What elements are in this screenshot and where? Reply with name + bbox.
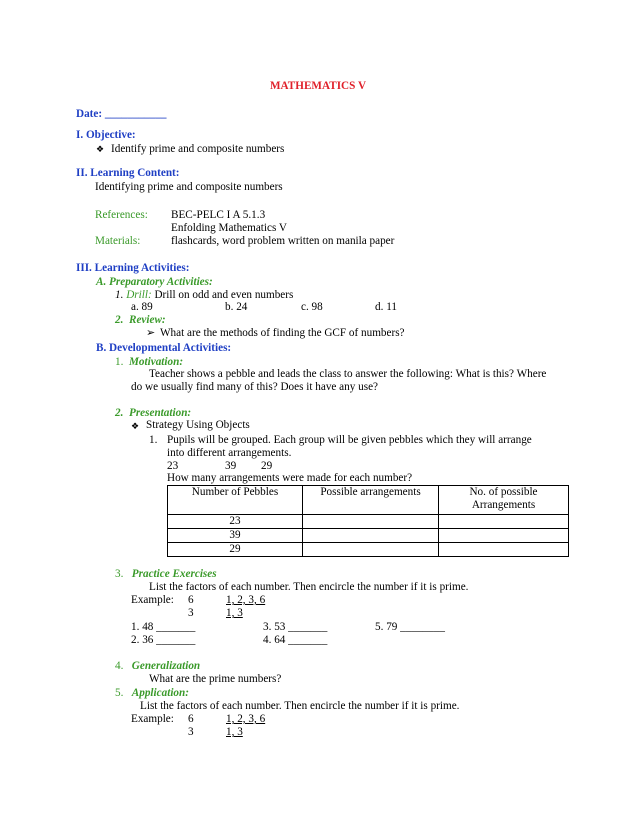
motivation-line-1: Teacher shows a pebble and leads the class to answer the following: What is this? Where <box>149 368 547 380</box>
reference-1: BEC-PELC I A 5.1.3 <box>171 209 266 221</box>
activities-heading: III. Learning Activities: <box>76 262 190 274</box>
reference-2: Enfolding Mathematics V <box>171 222 287 234</box>
review-label: Review: <box>128 314 166 326</box>
drill-num: 1. <box>115 289 124 301</box>
exercise-3: 3. 53 _______ <box>263 621 328 633</box>
exercise-5: 5. 79 ________ <box>375 621 445 633</box>
application-instructions: List the factors of each number. Then encircle the number if it is prime. <box>140 700 460 712</box>
objective-heading: I. Objective: <box>76 129 136 141</box>
table-row <box>168 515 569 529</box>
presentation-label: Presentation: <box>128 407 192 419</box>
example-factors: 1, 2, 3, 6 <box>226 594 266 606</box>
drill-item-c: c. 98 <box>301 301 323 313</box>
table-cell: 29 <box>168 543 303 557</box>
review-item: What are the methods of finding the GCF of numbers? <box>160 327 405 339</box>
table-cell <box>439 543 569 557</box>
drill-item-d: d. 11 <box>375 301 397 313</box>
drill-label: Drill: <box>126 289 152 301</box>
table-cell <box>439 529 569 543</box>
presentation-num: 2. <box>115 407 124 419</box>
arrow-bullet-icon: ➢ <box>146 327 156 339</box>
motivation-num: 1. <box>115 356 124 368</box>
page-title: MATHEMATICS V <box>270 80 367 92</box>
table-cell <box>303 515 439 529</box>
arrangements-question: How many arrangements were made for each number? <box>167 472 413 484</box>
step-num: 1. <box>149 434 158 446</box>
example-number: 3 <box>188 726 194 738</box>
exercise-4: 4. 64 _______ <box>263 634 328 646</box>
table-row <box>168 529 569 543</box>
review-line <box>115 313 166 327</box>
col-header-count: No. of possible Arrangements <box>439 486 569 515</box>
diamond-bullet-icon: ❖ <box>96 144 105 154</box>
drill-text: Drill on odd and even numbers <box>154 289 294 301</box>
table-cell <box>439 515 569 529</box>
step-line-2: into different arrangements. <box>167 447 292 459</box>
col-header-pebbles: Number of Pebbles <box>168 486 303 515</box>
practice-instructions: List the factors of each number. Then encircle the number if it is prime. <box>149 581 469 593</box>
number-29: 29 <box>261 460 273 472</box>
generalization-text: What are the prime numbers? <box>149 673 282 685</box>
number-39: 39 <box>225 460 237 472</box>
table-cell: 39 <box>168 529 303 543</box>
example-number: 6 <box>188 594 194 606</box>
example-factors: 1, 3 <box>226 607 243 619</box>
example-factors: 1, 3 <box>226 726 243 738</box>
preparatory-heading: A. Preparatory Activities: <box>96 276 213 288</box>
pebbles-table <box>167 485 569 557</box>
exercise-1: 1. 48 _______ <box>131 621 196 633</box>
example-number: 3 <box>188 607 194 619</box>
table-cell <box>303 543 439 557</box>
example-factors: 1, 2, 3, 6 <box>226 713 266 725</box>
drill-item-a: a. 89 <box>131 301 153 313</box>
learning-content-text: Identifying prime and composite numbers <box>95 181 283 193</box>
learning-content-heading: II. Learning Content: <box>76 167 180 179</box>
table-header-row <box>168 486 569 515</box>
table-cell <box>303 529 439 543</box>
date-blank: ___________ <box>104 108 167 120</box>
practice-line <box>115 567 217 581</box>
application-line <box>115 686 189 700</box>
drill-item-b: b. 24 <box>225 301 248 313</box>
application-num: 5. <box>115 687 124 699</box>
table-row <box>168 543 569 557</box>
objective-item: Identify prime and composite numbers <box>111 143 285 155</box>
example-number: 6 <box>188 713 194 725</box>
practice-num: 3. <box>115 568 124 580</box>
date-label: Date: <box>76 108 103 120</box>
date-line <box>76 107 166 121</box>
strategy-text: Strategy Using Objects <box>146 419 250 431</box>
generalization-label: Generalization <box>131 660 201 672</box>
materials-label: Materials: <box>95 235 141 247</box>
motivation-line-2: do we usually find many of this? Does it have any use? <box>131 381 378 393</box>
step-line-1: Pupils will be grouped. Each group will be given pebbles which they will arrange <box>167 434 532 446</box>
developmental-heading: B. Developmental Activities: <box>96 342 232 354</box>
application-label: Application: <box>131 687 189 699</box>
number-23: 23 <box>167 460 179 472</box>
materials-text: flashcards, word problem written on manila paper <box>171 235 395 247</box>
example-label: Example: <box>131 594 174 606</box>
practice-label: Practice Exercises <box>131 568 217 580</box>
generalization-num: 4. <box>115 660 124 672</box>
col-header-possible: Possible arrangements <box>303 486 439 515</box>
generalization-line <box>115 659 200 673</box>
motivation-label: Motivation: <box>128 356 184 368</box>
diamond-bullet-icon: ❖ <box>131 421 140 431</box>
references-label: References: <box>95 209 148 221</box>
table-cell: 23 <box>168 515 303 529</box>
example-label: Example: <box>131 713 174 725</box>
exercise-2: 2. 36 _______ <box>131 634 196 646</box>
review-num: 2. <box>115 314 124 326</box>
